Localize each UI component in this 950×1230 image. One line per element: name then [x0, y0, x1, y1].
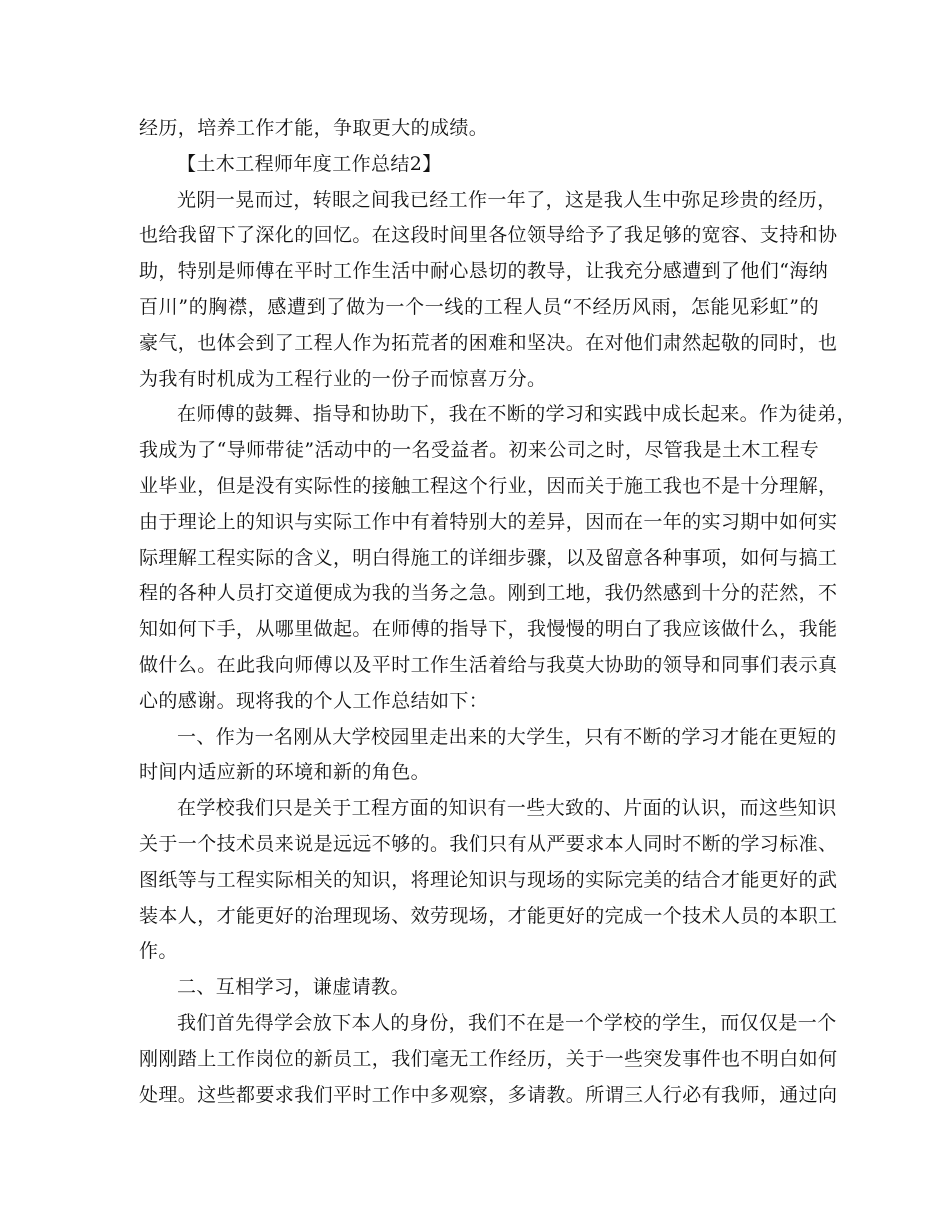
text-line: 光阴一晃而过，转眼之间我已经工作一年了，这是我人生中弥足珍贵的经历，	[177, 188, 837, 211]
text-line: 助，特别是师傅在平时工作生活中耐心恳切的教导，让我充分感遭到了他们“海纳	[139, 260, 829, 283]
text-line: 我们首先得学会放下本人的身份，我们不在是一个学校的学生，而仅仅是一个	[177, 1011, 837, 1034]
text-line: 关于一个技术员来说是远远不够的。我们只有从严要求本人同时不断的学习标准、	[139, 832, 838, 855]
text-line: 为我有时机成为工程行业的一份子而惊喜万分。	[139, 367, 547, 390]
text-line: 程的各种人员打交道便成为我的当务之急。刚到工地，我仍然感到十分的茫然，不	[139, 582, 838, 605]
text-line: 【土木工程师年度工作总结2】	[177, 152, 442, 175]
text-line: 百川”的胸襟，感遭到了做为一个一线的工程人员“不经历风雨，怎能见彩虹”的	[139, 295, 819, 318]
text-line: 在师傅的鼓舞、指导和协助下，我在不断的学习和实践中成长起来。作为徒弟，	[177, 403, 857, 426]
document-body	[139, 111, 857, 1113]
text-line: 作。	[139, 940, 178, 963]
text-line: 一、作为一名刚从大学校园里走出来的大学生，只有不断的学习才能在更短的	[177, 725, 837, 748]
text-line: 知如何下手，从哪里做起。在师傅的指导下，我慢慢的明白了我应该做什么，我能	[139, 618, 838, 641]
text-line: 做什么。在此我向师傅以及平时工作生活着给与我莫大协助的领导和同事们表示真	[139, 653, 838, 676]
text-line: 我成为了“导师带徒”活动中的一名受益者。初来公司之时，尽管我是土木工程专	[139, 439, 819, 462]
text-line: 业毕业，但是没有实际性的接触工程这个行业，因而关于施工我也不是十分理解，	[139, 474, 838, 497]
text-line: 二、互相学习，谦虚请教。	[177, 976, 410, 999]
text-line: 图纸等与工程实际相关的知识，将理论知识与现场的实际完美的结合才能更好的武	[139, 868, 838, 891]
text-line: 刚刚踏上工作岗位的新员工，我们毫无工作经历，关于一些突发事件也不明白如何	[139, 1047, 838, 1070]
text-line: 也给我留下了深化的回忆。在这段时间里各位领导给予了我足够的宽容、支持和协	[139, 224, 838, 247]
text-line: 装本人，才能更好的治理现场、效劳现场，才能更好的完成一个技术人员的本职工	[139, 904, 838, 927]
text-line: 经历，培养工作才能，争取更大的成绩。	[139, 117, 489, 139]
text-line: 豪气，也体会到了工程人作为拓荒者的困难和坚决。在对他们肃然起敬的同时，也	[139, 331, 838, 354]
text-line: 心的感谢。现将我的个人工作总结如下：	[139, 689, 489, 712]
text-line: 在学校我们只是关于工程方面的知识有一些大致的、片面的认识，而这些知识	[177, 797, 837, 820]
text-line: 际理解工程实际的含义，明白得施工的详细步骤，以及留意各种事项，如何与搞工	[139, 546, 838, 569]
text-line: 时间内适应新的环境和新的角色。	[139, 761, 431, 784]
text-line: 处理。这些都要求我们平时工作中多观察，多请教。所谓三人行必有我师，通过向	[139, 1083, 838, 1106]
text-line: 由于理论上的知识与实际工作中有着特别大的差异，因而在一年的实习期中如何实	[139, 510, 838, 533]
